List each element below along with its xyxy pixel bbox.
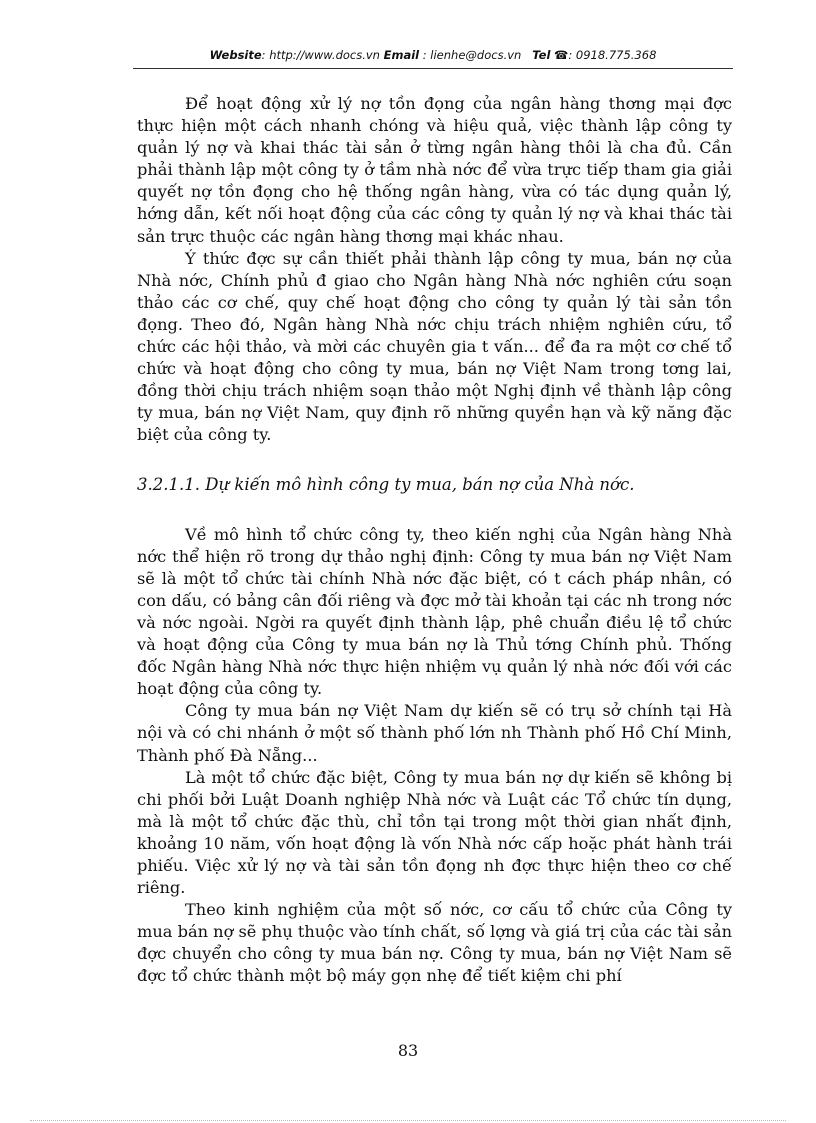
email-value: : lienhe@docs.vn (419, 48, 522, 62)
phone-icon: ☎ (554, 48, 569, 62)
paragraph: Để hoạt động xử lý nợ tồn đọng của ngân hàng thơng mại đợc thực hiện một cách nhanh chóng và hiệu quả, việc thành lập công ty quản lý nợ và khai thác tài sản ở từng ngân hàng thôi là cha đủ. Cần phải thành lập một công ty ở tầm nhà nớc để vừa trực tiếp tham gia giải quyết nợ tồn đọng cho hệ thống ngân hàng, vừa có tác dụng quản lý, hớng dẫn, kết nối hoạt động của các công ty quản lý nợ và khai thác tài sản trực thuộc các ngân hàng thơng mại khác nhau. (137, 94, 732, 246)
paragraph: Theo kinh nghiệm của một số nớc, cơ cấu tổ chức của Công ty mua bán nợ sẽ phụ thuộc vào tính chất, số lợng và giá trị của các tài sản đợc chuyển cho công ty mua bán nợ. Công ty mua, bán nợ Việt Nam sẽ đợc tổ chức thành một bộ máy gọn nhẹ để tiết kiệm chi phí (137, 900, 732, 986)
page-number: 83 (397, 1041, 419, 1060)
page-header (133, 48, 733, 69)
website-value: : http://www.docs.vn (261, 48, 380, 62)
paragraph: Công ty mua bán nợ Việt Nam dự kiến sẽ có trụ sở chính tại Hà nội và có chi nhánh ở một số thành phố lớn nh Thành phố Hồ Chí Minh, Thành phố Đà Nẵng... (137, 701, 732, 765)
paragraph: Về mô hình tổ chức công ty, theo kiến nghị của Ngân hàng Nhà nớc thể hiện rõ trong dự thảo nghị định: Công ty mua bán nợ Việt Nam sẽ là một tổ chức tài chính Nhà nớc đặc biệt, có t cách pháp nhân, có con dấu, có bảng cân đối riêng và đợc mở tài khoản tại các nh trong nớc và nớc ngoài. Ngời ra quyết định thành lập, phê chuẩn điều lệ tổ chức và hoạt động của Công ty mua bán nợ là Thủ tớng Chính phủ. Thống đốc Ngân hàng Nhà nớc thực hiện nhiệm vụ quản lý nhà nớc đối với các hoạt động của công ty. (137, 524, 732, 699)
paragraph: Là một tổ chức đặc biệt, Công ty mua bán nợ dự kiến sẽ không bị chi phối bởi Luật Doanh nghiệp Nhà nớc và Luật các Tổ chức tín dụng, mà là một tổ chức đặc thù, chỉ tồn tại trong một thời gian nhất định, khoảng 10 năm, vốn hoạt động là vốn Nhà nớc cấp hoặc phát hành trái phiếu. Việc xử lý nợ và tài sản tồn đọng nh đợc thực hiện theo cơ chế riêng. (137, 767, 732, 898)
email-label: Email (383, 48, 420, 62)
tel-value: : 0918.775.368 (568, 48, 657, 62)
website-label: Website (209, 48, 262, 62)
paragraph: Ý thức đợc sự cần thiết phải thành lập công ty mua, bán nợ của Nhà nớc, Chính phủ đ giao cho Ngân hàng Nhà nớc nghiên cứu soạn thảo các cơ chế, quy chế hoạt động cho công ty quản lý tài sản tồn đọng. Theo đó, Ngân hàng Nhà nớc chịu trách nhiệm nghiên cứu, tổ chức các hội thảo, và mời các chuyên gia t vấn... để đa ra một cơ chế tổ chức và hoạt động cho công ty mua, bán nợ Việt Nam trong tơng lai, đồng thời chịu trách nhiệm soạn thảo một Nghị định về thành lập công ty mua, bán nợ Việt Nam, quy định rõ những quyền hạn và kỹ năng đặc biệt của công ty. (137, 248, 732, 445)
tel-label: Tel (532, 48, 551, 62)
section-heading: 3.2.1.1. Dự kiến mô hình công ty mua, bán nợ của Nhà nớc. (137, 474, 635, 494)
page-bottom-divider (30, 1120, 786, 1121)
document-body (137, 93, 732, 988)
